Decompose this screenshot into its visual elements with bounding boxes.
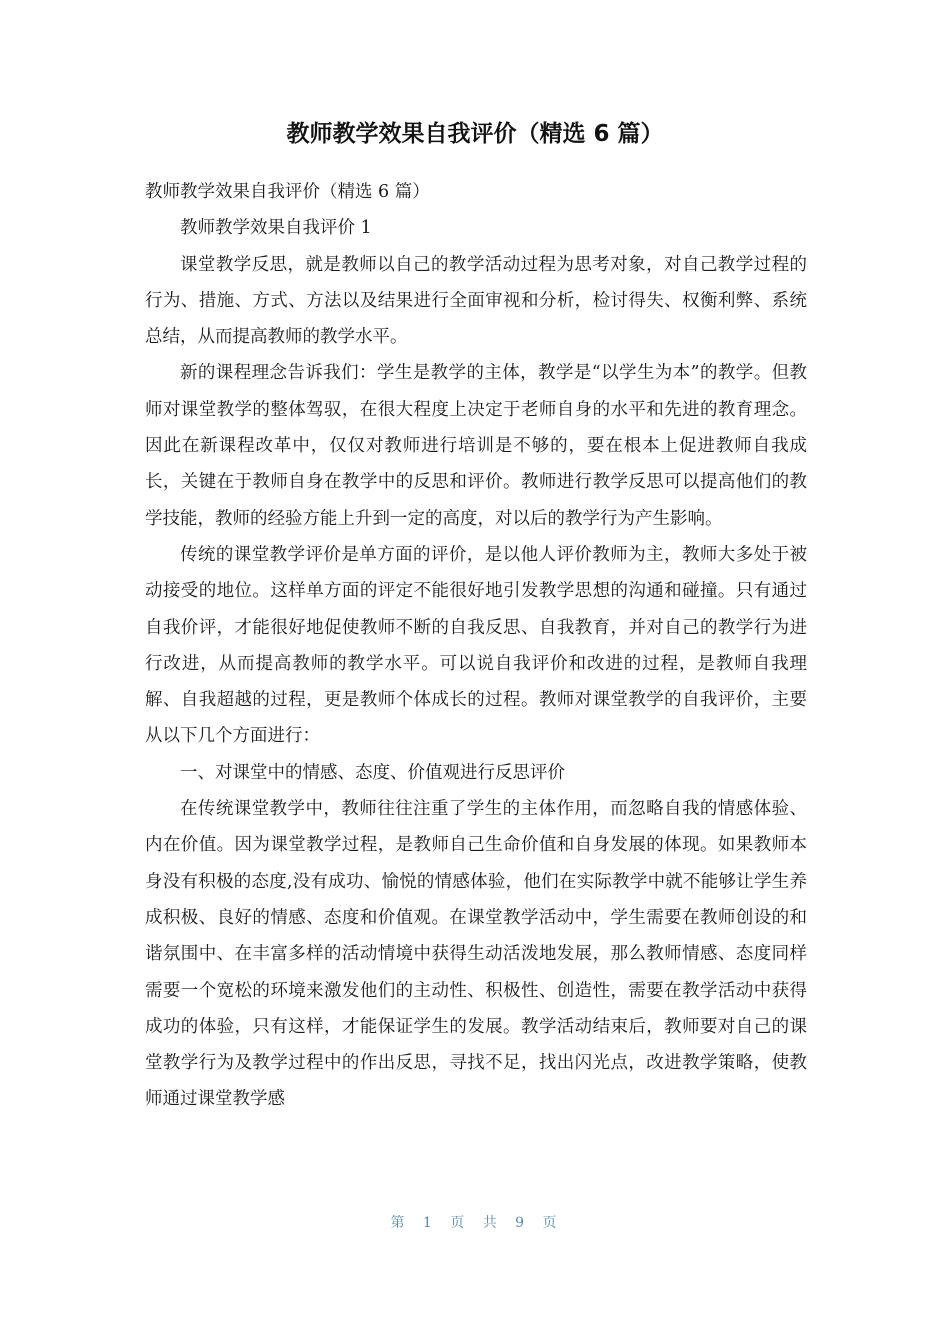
paragraph: 新的课程理念告诉我们：学生是教学的主体，教学是“以学生为本”的教学。但教师对课堂教学的整体驾驭，在很大程度上决定于老师自身的水平和先进的教育理念。因此在新课程改革中，仅仅对教师进行培训是不够的，要在根本上促进教师自我成长，关键在于教师自身在教学中的反思和评价。教师进行教学反思可以提高他们的教学技能，教师的经验方能上升到一定的高度，对以后的教学行为产生影响。 bbox=[145, 363, 807, 529]
paragraph-subtitle: 教师教学效果自我评价（精选 6 篇） bbox=[145, 182, 430, 202]
document-body bbox=[145, 174, 807, 1118]
page-number-footer: 第 1 页 共 9 页 bbox=[390, 1215, 560, 1231]
paragraph: 课堂教学反思，就是教师以自己的教学活动过程为思考对象，对自己教学过程的行为、措施、方式、方法以及结果进行全面审视和分析，检讨得失、权衡利弊、系统总结，从而提高教师的教学水平。 bbox=[145, 254, 807, 348]
document-title: 教师教学效果自我评价（精选 6 篇） bbox=[286, 121, 664, 147]
paragraph-subheading: 一、对课堂中的情感、态度、价值观进行反思评价 bbox=[180, 762, 565, 783]
paragraph: 传统的课堂教学评价是单方面的评价，是以他人评价教师为主，教师大多处于被动接受的地位。这样单方面的评定不能很好地引发教学思想的沟通和碰撞。只有通过自我价评，才能很好地促使教师不断的自我反思、自我教育，并对自己的教学行为进行改进，从而提高教师的教学水平。可以说自我评价和改进的过程，是教师自我理解、自我超越的过程，更是教师个体成长的过程。教师对课堂教学的自我评价，主要从以下几个方面进行： bbox=[145, 544, 807, 747]
paragraph: 在传统课堂教学中，教师往往注重了学生的主体作用，而忽略自我的情感体验、内在价值。因为课堂教学过程，是教师自己生命价值和自身发展的体现。如果教师本身没有积极的态度,没有成功、愉悦的情感体验，他们在实际教学中就不能够让学生养成积极、良好的情感、态度和价值观。在课堂教学活动中，学生需要在教师创设的和谐氛围中、在丰富多样的活动情境中获得生动活泼地发展，那么教师情感、态度同样需要一个宽松的环境来激发他们的主动性、积极性、创造性，需要在教学活动中获得成功的体验，只有这样，才能保证学生的发展。教学活动结束后，教师要对自己的课堂教学行为及教学过程中的作出反思，寻找不足，找出闪光点，改进教学策略，使教师通过课堂教学感 bbox=[145, 799, 807, 1110]
paragraph-section-heading: 教师教学效果自我评价 1 bbox=[180, 218, 372, 239]
